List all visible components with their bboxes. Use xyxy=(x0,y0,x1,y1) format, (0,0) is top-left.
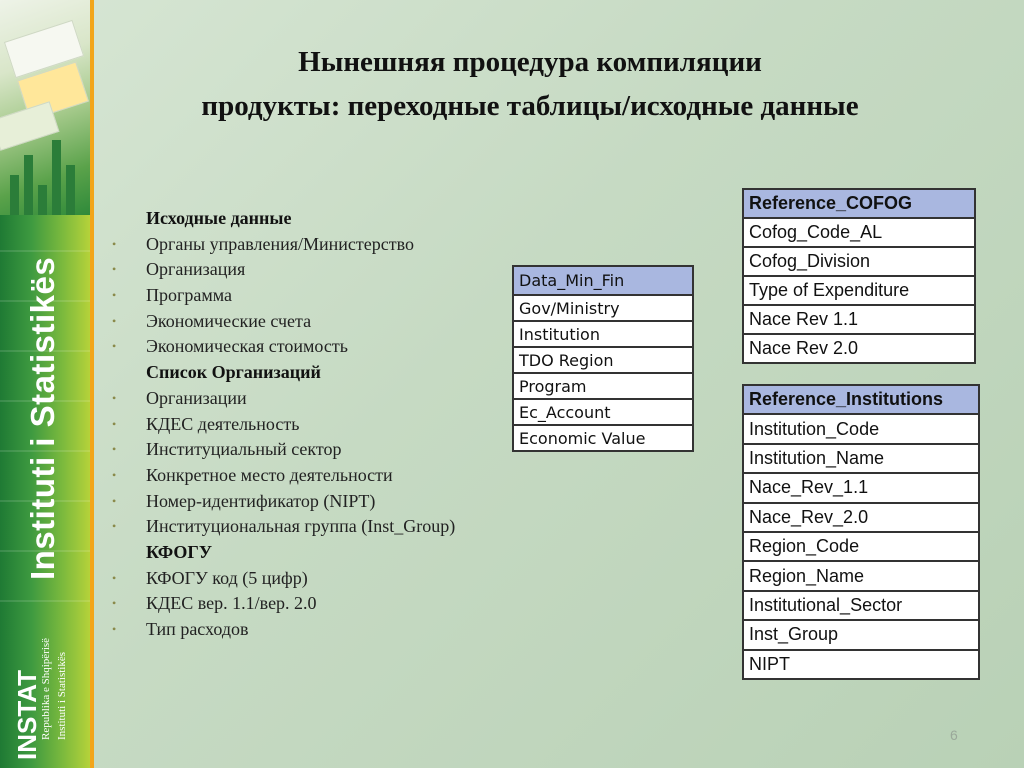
table-cell: Ec_Account xyxy=(513,399,693,425)
title-line-2: продукты: переходные таблицы/исходные данные xyxy=(201,90,859,122)
list-item-text: Организация xyxy=(146,259,246,280)
table-cell: Nace Rev 1.1 xyxy=(743,305,975,334)
bullet-icon: • xyxy=(112,519,117,534)
list-item-text: Экономическая стоимость xyxy=(146,336,348,357)
brand-vertical-title: Instituti i Statistikës xyxy=(24,256,61,580)
accent-line xyxy=(90,0,94,768)
list-item xyxy=(112,386,532,412)
list-heading xyxy=(112,360,532,386)
logo-subtitle-2: Instituti i Statistikës xyxy=(56,651,68,740)
table-header: Reference_Institutions xyxy=(743,385,979,414)
table-row xyxy=(743,503,979,532)
table-cell: Program xyxy=(513,373,693,399)
title-line-1: Нынешняя процедура компиляции xyxy=(298,46,762,78)
bullet-icon: • xyxy=(112,390,117,405)
bullet-icon: • xyxy=(112,442,117,457)
list-item xyxy=(112,617,532,643)
list-item-text: Институциальный сектор xyxy=(146,439,342,460)
table-row xyxy=(513,295,693,321)
bullet-icon: • xyxy=(112,313,117,328)
bullet-icon: • xyxy=(112,288,117,303)
list-item xyxy=(112,437,532,463)
table-cell: Region_Code xyxy=(743,532,979,561)
list-item xyxy=(112,566,532,592)
list-item xyxy=(112,257,532,283)
instat-logo: INSTAT xyxy=(12,669,42,760)
list-item xyxy=(112,514,532,540)
list-item-text: КДЕС деятельность xyxy=(146,413,300,434)
table-row xyxy=(513,347,693,373)
table-row xyxy=(513,321,693,347)
bullet-icon: • xyxy=(112,596,117,611)
table-cell: Institutional_Sector xyxy=(743,591,979,620)
table-row xyxy=(743,247,975,276)
table-cell: Institution_Code xyxy=(743,414,979,443)
table-cell: Cofog_Code_AL xyxy=(743,218,975,247)
bullet-icon: • xyxy=(112,493,117,508)
list-item xyxy=(112,591,532,617)
table-row xyxy=(513,425,693,451)
table-cell: TDO Region xyxy=(513,347,693,373)
bullet-icon: • xyxy=(112,570,117,585)
list-item-text: КФОГУ xyxy=(146,541,213,562)
list-item xyxy=(112,309,532,335)
list-item-text: Органы управления/Министерство xyxy=(146,233,414,254)
table-data-min-fin xyxy=(512,265,694,452)
table-header: Data_Min_Fin xyxy=(513,266,693,295)
table-cell: Type of Expenditure xyxy=(743,276,975,305)
bullet-icon: • xyxy=(112,467,117,482)
table-cell: Inst_Group xyxy=(743,620,979,649)
table-cell: Gov/Ministry xyxy=(513,295,693,321)
table-row xyxy=(743,218,975,247)
bullet-icon: • xyxy=(112,622,117,636)
list-heading xyxy=(112,540,532,566)
table-cell: Nace_Rev_2.0 xyxy=(743,503,979,532)
table-row xyxy=(513,399,693,425)
bullet-icon: • xyxy=(112,416,117,431)
list-item-text: Программа xyxy=(146,285,233,306)
list-item xyxy=(112,232,532,258)
table-row xyxy=(743,620,979,649)
table-reference-cofog xyxy=(742,188,976,364)
list-item-text: Тип расходов xyxy=(146,619,249,639)
table-row xyxy=(743,276,975,305)
list-item-text: Конкретное место деятельности xyxy=(146,464,393,485)
bullet-icon: • xyxy=(112,262,117,277)
list-item xyxy=(112,489,532,515)
list-item xyxy=(112,283,532,309)
table-row xyxy=(513,373,693,399)
list-item-text: Список Организаций xyxy=(146,362,321,383)
list-item-text: КДЕС вер. 1.1/вер. 2.0 xyxy=(146,593,317,614)
bullet-icon: • xyxy=(112,236,117,251)
logo-subtitle-1: Republika e Shqipërisë xyxy=(40,637,52,740)
page-number: 6 xyxy=(950,727,958,743)
list-item xyxy=(112,412,532,438)
list-heading xyxy=(112,206,532,232)
table-row xyxy=(743,473,979,502)
slide-title xyxy=(110,40,950,128)
strip-photo xyxy=(0,0,90,215)
table-row xyxy=(743,444,979,473)
table-row xyxy=(743,591,979,620)
table-cell: Region_Name xyxy=(743,561,979,590)
table-reference-institutions xyxy=(742,384,980,680)
list-item-text: Экономические счета xyxy=(146,310,312,331)
list-item-text: КФОГУ код (5 цифр) xyxy=(146,567,308,588)
list-item-text: Организации xyxy=(146,387,247,408)
table-cell: Nace_Rev_1.1 xyxy=(743,473,979,502)
table-cell: Institution xyxy=(513,321,693,347)
list-item-text: Исходные данные xyxy=(146,208,292,228)
table-cell: Economic Value xyxy=(513,425,693,451)
bullet-icon: • xyxy=(112,339,117,354)
table-row xyxy=(743,650,979,679)
table-cell: NIPT xyxy=(743,650,979,679)
list-item xyxy=(112,463,532,489)
brand-strip xyxy=(0,0,90,768)
table-cell: Nace Rev 2.0 xyxy=(743,334,975,363)
table-row xyxy=(743,334,975,363)
table-row xyxy=(743,561,979,590)
table-cell: Institution_Name xyxy=(743,444,979,473)
table-cell: Cofog_Division xyxy=(743,247,975,276)
list-item-text: Институциональная группа (Inst_Group) xyxy=(146,516,456,537)
source-data-list xyxy=(112,206,532,643)
list-item xyxy=(112,334,532,360)
table-row xyxy=(743,305,975,334)
table-row xyxy=(743,414,979,443)
table-header: Reference_COFOG xyxy=(743,189,975,218)
list-item-text: Номер-идентификатор (NIPT) xyxy=(146,490,376,511)
table-row xyxy=(743,532,979,561)
